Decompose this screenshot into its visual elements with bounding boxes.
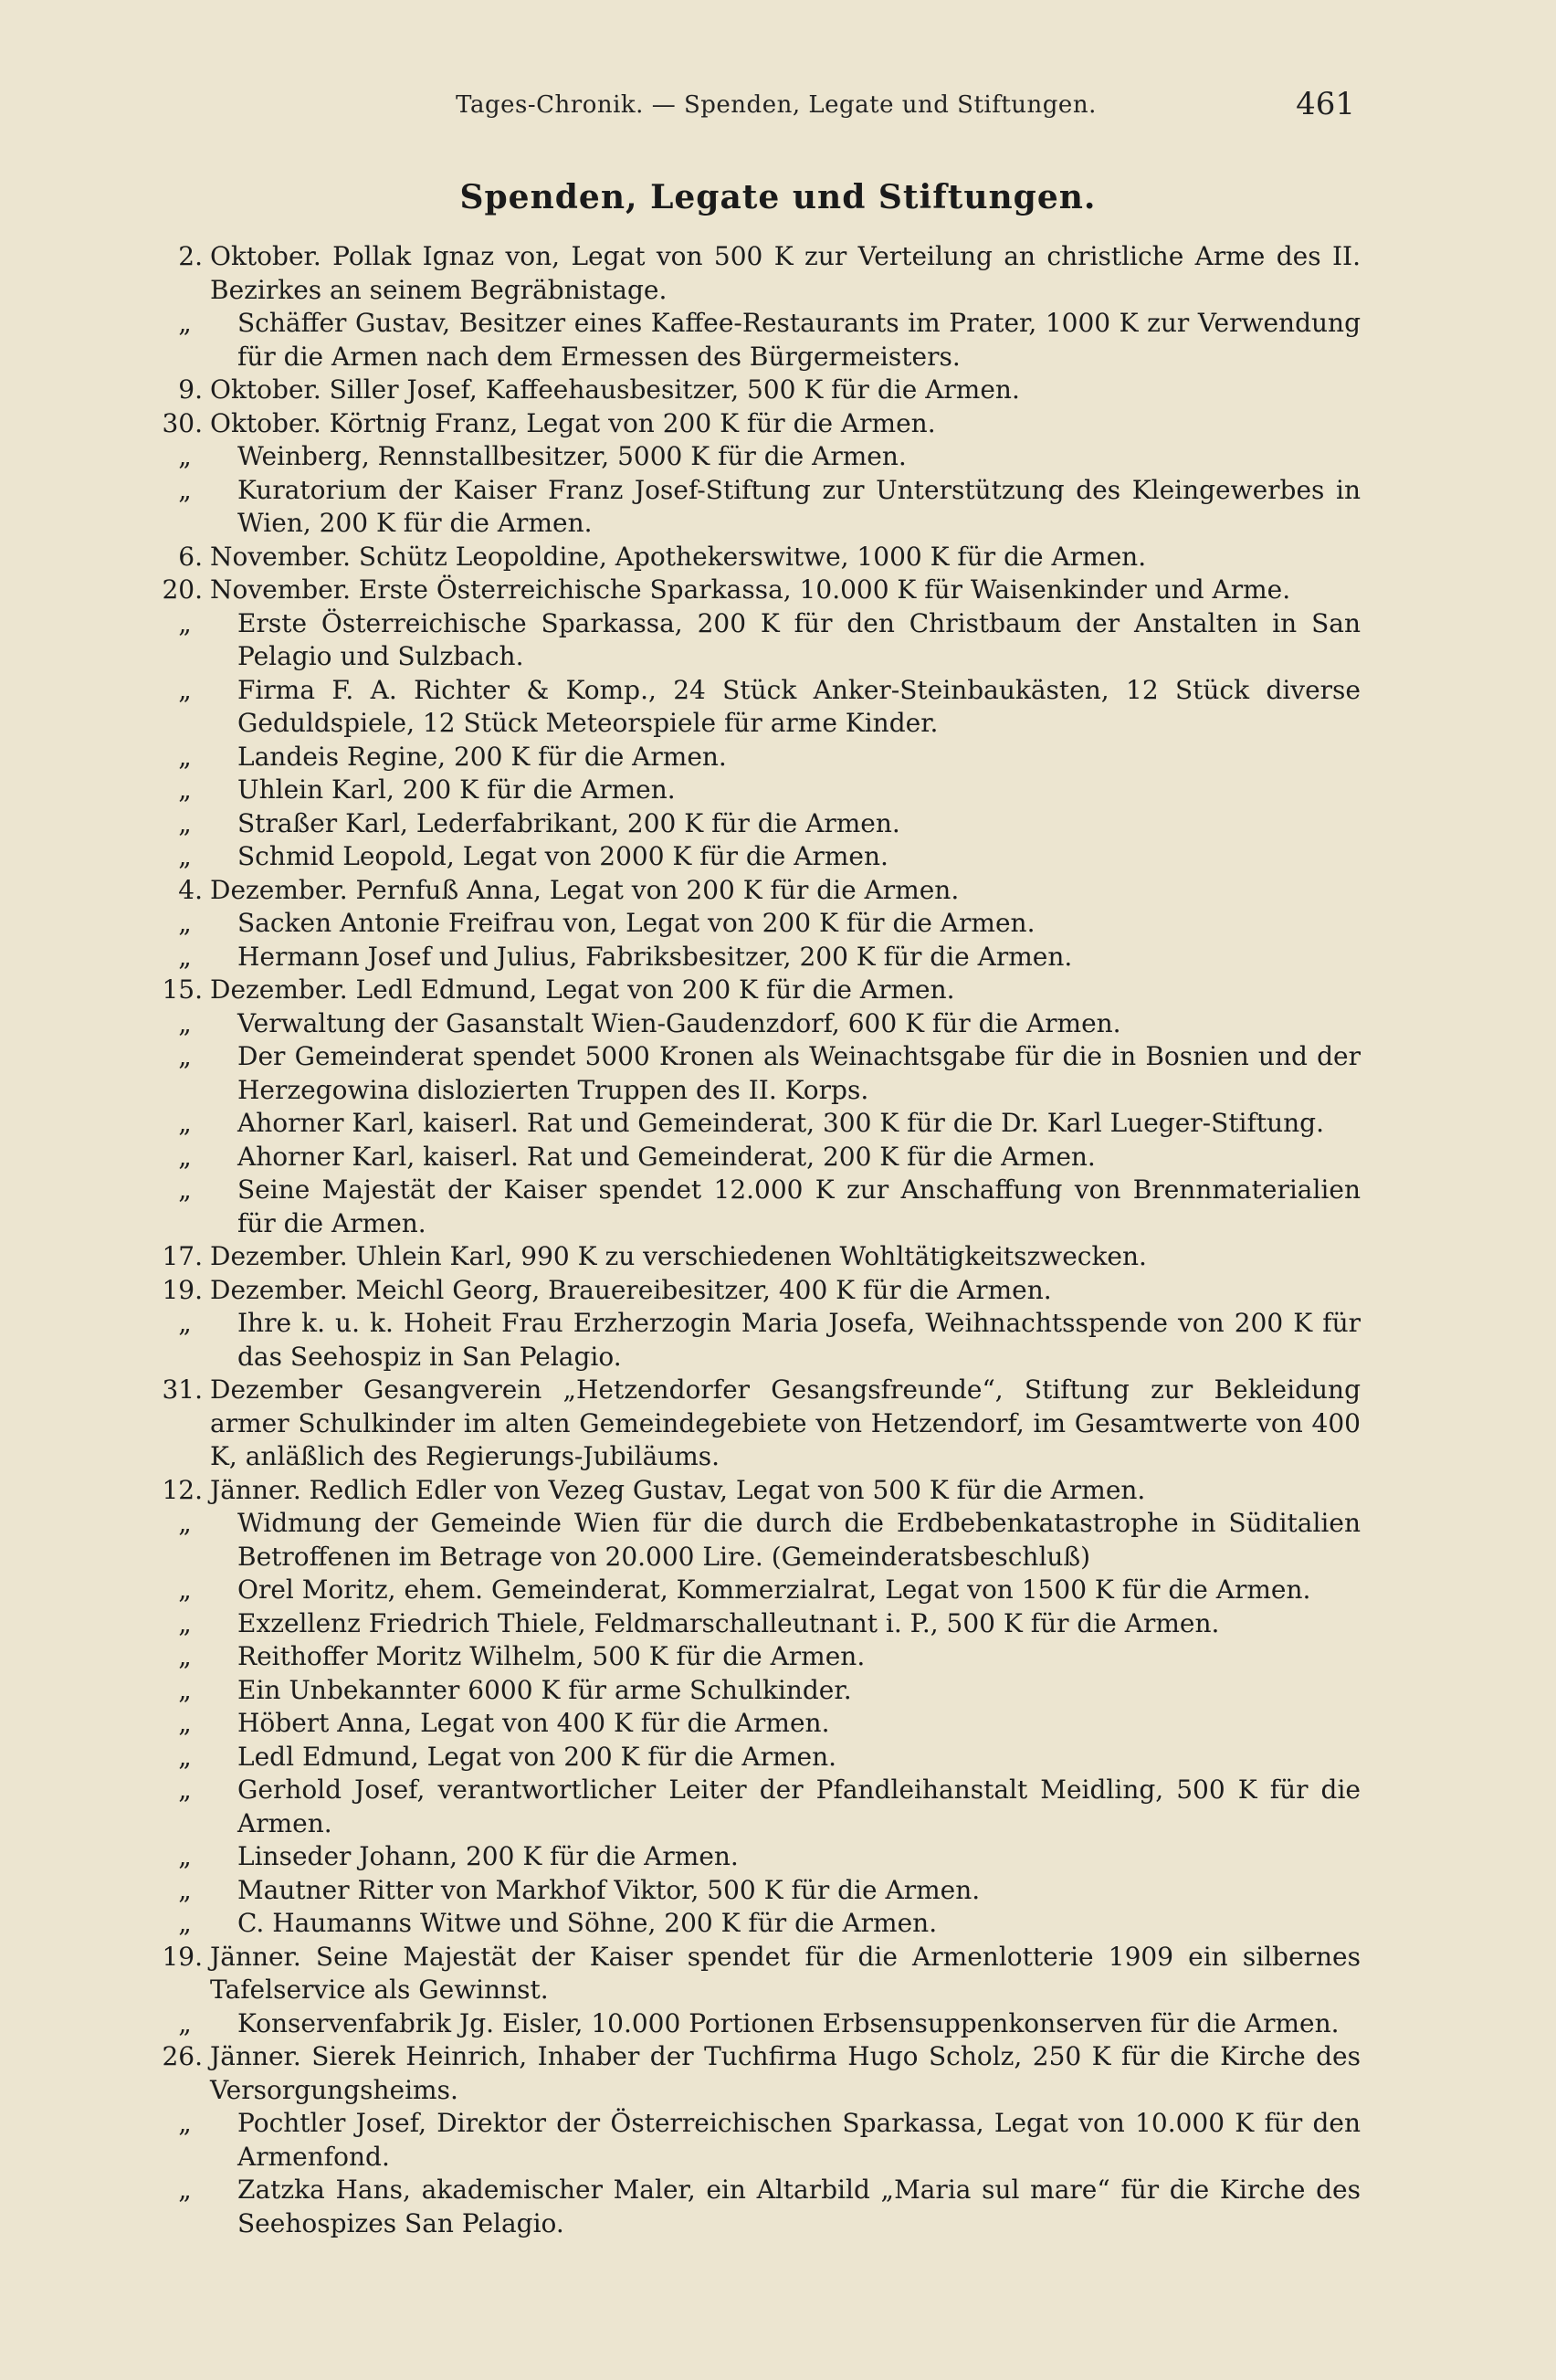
entry-list xyxy=(132,240,1361,2240)
list-item xyxy=(132,1240,1361,1274)
ditto-mark: „ xyxy=(178,2007,192,2038)
list-item xyxy=(132,1107,1361,1141)
ditto-mark: „ xyxy=(178,441,192,471)
list-item xyxy=(132,1640,1361,1674)
list-item xyxy=(132,1141,1361,1174)
list-item xyxy=(132,1007,1361,1041)
entry-text: Firma F. A. Richter & Komp., 24 Stück Anker-Steinbaukästen, 12 Stück diverse Geduldspiele, 12 Stück Meteorspiele für arme Kinder. xyxy=(237,674,1361,738)
list-item xyxy=(132,407,1361,441)
ditto-mark: „ xyxy=(178,1908,192,1938)
list-item xyxy=(132,607,1361,674)
entry-text: Dezember. Pernfuß Anna, Legat von 200 K für die Armen. xyxy=(210,874,960,905)
entry-day-number: 15. xyxy=(162,974,203,1005)
list-item xyxy=(132,774,1361,807)
list-item xyxy=(132,1374,1361,1474)
entry-day-number: 30. xyxy=(162,407,203,438)
list-item xyxy=(132,1707,1361,1741)
ditto-mark: „ xyxy=(178,1741,192,1772)
entry-text: Jänner. Sierek Heinrich, Inhaber der Tuchfirma Hugo Scholz, 250 K für die Kirche des Versorgungsheims. xyxy=(210,2041,1361,2105)
entry-text: Weinberg, Rennstallbesitzer, 5000 K für die Armen. xyxy=(237,441,907,471)
entry-day-number: 6. xyxy=(178,541,203,572)
entry-text: Straßer Karl, Lederfabrikant, 200 K für die Armen. xyxy=(237,807,900,838)
entry-text: November. Erste Österreichische Sparkassa, 10.000 K für Waisenkinder und Arme. xyxy=(210,574,1291,605)
entry-text: Landeis Regine, 200 K für die Armen. xyxy=(237,741,727,772)
list-item xyxy=(132,807,1361,841)
entry-text: Dezember Gesangverein „Hetzendorfer Gesangsfreunde“, Stiftung zur Bekleidung armer Schulkinder im alten Gemeindegebiete von Hetzendorf, im Gesamtwerte von 400 K, anläßlich des Regierungs-Jubiläums. xyxy=(210,1374,1361,1471)
entry-text: Hermann Josef und Julius, Fabriksbesitzer, 200 K für die Armen. xyxy=(237,941,1073,972)
ditto-mark: „ xyxy=(178,1774,192,1805)
ditto-mark: „ xyxy=(178,807,192,838)
list-item xyxy=(132,2007,1361,2041)
entry-text: Ihre k. u. k. Hoheit Frau Erzherzogin Maria Josefa, Weihnachtsspende von 200 K für das Seehospiz in San Pelagio. xyxy=(237,1308,1361,1372)
ditto-mark: „ xyxy=(178,1607,192,1638)
entry-text: Jänner. Seine Majestät der Kaiser spendet für die Armenlotterie 1909 ein silbernes Tafelservice als Gewinnst. xyxy=(210,1941,1361,2005)
entry-day-number: 4. xyxy=(178,874,203,905)
list-item xyxy=(132,1941,1361,2007)
entry-text: Gerhold Josef, verantwortlicher Leiter der Pfandleihanstalt Meidling, 500 K für die Armen. xyxy=(237,1774,1361,1838)
entry-day-number: 19. xyxy=(162,1274,203,1305)
entry-text: Ahorner Karl, kaiserl. Rat und Gemeinderat, 200 K für die Armen. xyxy=(237,1141,1096,1172)
running-head xyxy=(0,86,1556,128)
entry-text: Sacken Antonie Freifrau von, Legat von 200 K für die Armen. xyxy=(237,908,1036,938)
list-item xyxy=(132,240,1361,307)
list-item xyxy=(132,1274,1361,1308)
entry-text: Schäffer Gustav, Besitzer eines Kaffee-Restaurants im Prater, 1000 K zur Verwendung für die Armen nach dem Ermessen des Bürgermeisters. xyxy=(237,308,1361,372)
list-item xyxy=(132,1774,1361,1840)
ditto-mark: „ xyxy=(178,1007,192,1038)
ditto-mark: „ xyxy=(178,607,192,638)
entry-text: Ein Unbekannter 6000 K für arme Schulkinder. xyxy=(237,1674,852,1705)
list-item xyxy=(132,1474,1361,1508)
entry-text: Kuratorium der Kaiser Franz Josef-Stiftung zur Unterstützung des Kleingewerbes in Wien, 200 K für die Armen. xyxy=(237,474,1361,538)
entry-text: Uhlein Karl, 200 K für die Armen. xyxy=(237,774,676,805)
ditto-mark: „ xyxy=(178,1141,192,1172)
entry-text: Exzellenz Friedrich Thiele, Feldmarschalleutnant i. P., 500 K für die Armen. xyxy=(237,1607,1220,1638)
ditto-mark: „ xyxy=(178,908,192,938)
entry-text: Höbert Anna, Legat von 400 K für die Armen. xyxy=(237,1708,830,1738)
entry-text: Jänner. Redlich Edler von Vezeg Gustav, Legat von 500 K für die Armen. xyxy=(210,1474,1146,1505)
entry-text: Zatzka Hans, akademischer Maler, ein Altarbild „Maria sul mare“ für die Kirche des Seehospizes San Pelagio. xyxy=(237,2175,1361,2238)
ditto-mark: „ xyxy=(178,1874,192,1905)
ditto-mark: „ xyxy=(178,1674,192,1705)
list-item xyxy=(132,1741,1361,1774)
entry-day-number: 26. xyxy=(162,2041,203,2071)
entry-text: Dezember. Uhlein Karl, 990 K zu verschiedenen Wohltätigkeitszwecken. xyxy=(210,1241,1147,1271)
list-item xyxy=(132,874,1361,908)
ditto-mark: „ xyxy=(178,1708,192,1738)
list-item xyxy=(132,541,1361,574)
entry-text: C. Haumanns Witwe und Söhne, 200 K für die Armen. xyxy=(237,1908,938,1938)
entry-text: Verwaltung der Gasanstalt Wien-Gaudenzdorf, 600 K für die Armen. xyxy=(237,1007,1121,1038)
entry-text: Mautner Ritter von Markhof Viktor, 500 K für die Armen. xyxy=(237,1874,981,1905)
ditto-mark: „ xyxy=(178,841,192,871)
ditto-mark: „ xyxy=(178,1174,192,1205)
entry-text: Der Gemeinderat spendet 5000 Kronen als Weinachtsgabe für die in Bosnien und der Herzegowina dislozierten Truppen des II. Korps. xyxy=(237,1041,1361,1105)
list-item xyxy=(132,2174,1361,2240)
list-item xyxy=(132,474,1361,541)
list-item xyxy=(132,1040,1361,1107)
entry-text: Dezember. Ledl Edmund, Legat von 200 K für die Armen. xyxy=(210,974,955,1005)
entry-day-number: 9. xyxy=(178,374,203,405)
ditto-mark: „ xyxy=(178,941,192,972)
ditto-mark: „ xyxy=(178,1641,192,1671)
list-item xyxy=(132,307,1361,374)
entry-text: Widmung der Gemeinde Wien für die durch die Erdbebenkatastrophe in Süditalien Betroffenen im Betrage von 20.000 Lire. (Gemeinderatsbeschluß) xyxy=(237,1508,1361,1572)
ditto-mark: „ xyxy=(178,1108,192,1138)
list-item xyxy=(132,1174,1361,1240)
list-item xyxy=(132,574,1361,607)
entry-text: Schmid Leopold, Legat von 2000 K für die Armen. xyxy=(237,841,888,871)
entry-text: Reithoffer Moritz Wilhelm, 500 K für die Armen. xyxy=(237,1641,866,1671)
list-item xyxy=(132,741,1361,774)
list-item xyxy=(132,674,1361,741)
list-item xyxy=(132,374,1361,407)
entry-text: Oktober. Siller Josef, Kaffeehausbesitzer, 500 K für die Armen. xyxy=(210,374,1020,405)
ditto-mark: „ xyxy=(178,1508,192,1538)
ditto-mark: „ xyxy=(178,2108,192,2138)
list-item xyxy=(132,2040,1361,2107)
entry-text: Pochtler Josef, Direktor der Österreichischen Sparkassa, Legat von 10.000 K für den Armenfond. xyxy=(237,2108,1361,2172)
list-item xyxy=(132,1907,1361,1941)
entry-day-number: 19. xyxy=(162,1941,203,1972)
list-item xyxy=(132,1840,1361,1874)
ditto-mark: „ xyxy=(178,741,192,772)
entry-text: November. Schütz Leopoldine, Apothekerswitwe, 1000 K für die Armen. xyxy=(210,541,1147,572)
ditto-mark: „ xyxy=(178,774,192,805)
entry-text: Oktober. Körtnig Franz, Legat von 200 K für die Armen. xyxy=(210,407,936,438)
list-item xyxy=(132,1607,1361,1641)
list-item xyxy=(132,907,1361,941)
entry-text: Erste Österreichische Sparkassa, 200 K für den Christbaum der Anstalten in San Pelagio und Sulzbach. xyxy=(237,607,1361,671)
entry-day-number: 17. xyxy=(162,1241,203,1271)
ditto-mark: „ xyxy=(178,1841,192,1871)
section-title: Spenden, Legate und Stiftungen. xyxy=(459,178,1097,216)
list-item xyxy=(132,1574,1361,1607)
entry-day-number: 31. xyxy=(162,1374,203,1405)
ditto-mark: „ xyxy=(178,1041,192,1071)
entry-day-number: 2. xyxy=(178,241,203,271)
entry-text: Seine Majestät der Kaiser spendet 12.000 K zur Anschaffung von Brennmaterialien für die Armen. xyxy=(237,1174,1361,1238)
list-item xyxy=(132,1307,1361,1374)
running-title: Tages-Chronik. — Spenden, Legate und Stiftungen. xyxy=(456,91,1097,119)
ditto-mark: „ xyxy=(178,1574,192,1605)
ditto-mark: „ xyxy=(178,1308,192,1338)
entry-day-number: 12. xyxy=(162,1474,203,1505)
entry-text: Ledl Edmund, Legat von 200 K für die Armen. xyxy=(237,1741,837,1772)
list-item xyxy=(132,2107,1361,2174)
list-item xyxy=(132,1507,1361,1574)
entry-text: Orel Moritz, ehem. Gemeinderat, Kommerzialrat, Legat von 1500 K für die Armen. xyxy=(237,1574,1311,1605)
list-item xyxy=(132,440,1361,474)
list-item xyxy=(132,941,1361,974)
list-item xyxy=(132,1674,1361,1708)
entry-text: Ahorner Karl, kaiserl. Rat und Gemeinderat, 300 K für die Dr. Karl Lueger-Stiftung. xyxy=(237,1108,1324,1138)
ditto-mark: „ xyxy=(178,474,192,505)
list-item xyxy=(132,840,1361,874)
entry-text: Dezember. Meichl Georg, Brauereibesitzer, 400 K für die Armen. xyxy=(210,1274,1052,1305)
ditto-mark: „ xyxy=(178,2175,192,2205)
list-item xyxy=(132,1874,1361,1908)
ditto-mark: „ xyxy=(178,674,192,705)
list-item xyxy=(132,974,1361,1007)
entry-text: Linseder Johann, 200 K für die Armen. xyxy=(237,1841,739,1871)
entry-text: Konservenfabrik Jg. Eisler, 10.000 Portionen Erbsensuppenkonserven für die Armen. xyxy=(237,2007,1340,2038)
ditto-mark: „ xyxy=(178,308,192,338)
page-number: 461 xyxy=(1296,86,1355,122)
entry-day-number: 20. xyxy=(162,574,203,605)
entry-text: Oktober. Pollak Ignaz von, Legat von 500 K zur Verteilung an christliche Arme des II. Bezirkes an seinem Begräbnistage. xyxy=(210,241,1361,305)
